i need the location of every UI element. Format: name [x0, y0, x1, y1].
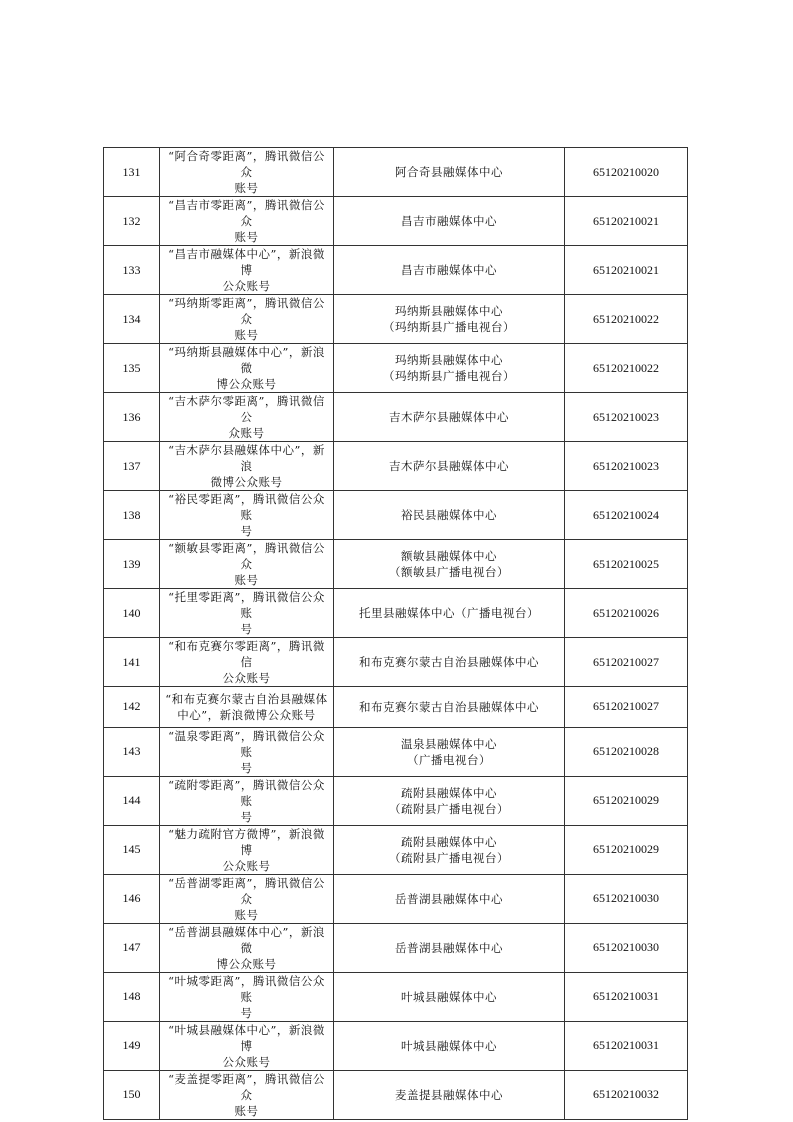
row-number: 140	[122, 605, 141, 620]
table-row	[104, 638, 688, 687]
organization-name: 昌吉市融媒体中心	[401, 263, 497, 277]
registration-code: 65120210025	[593, 556, 659, 571]
organization-cell	[334, 540, 565, 589]
registration-code: 65120210032	[593, 1087, 659, 1101]
account-name: “岳普湖县融媒体中心”，新浪微 博公众账号	[168, 924, 325, 971]
account-name: “吉木萨尔县融媒体中心”，新浪 微博公众账号	[168, 443, 325, 489]
organization-cell	[334, 246, 565, 295]
table-row	[104, 246, 688, 295]
registration-code: 65120210022	[593, 311, 659, 326]
row-number: 144	[122, 793, 141, 807]
organization-name: 昌吉市融媒体中心	[401, 214, 497, 228]
table-row	[104, 874, 688, 923]
registry-table	[103, 147, 688, 1120]
account-cell	[160, 1070, 334, 1119]
registration-code: 65120210027	[593, 699, 659, 714]
account-name: “昌吉市零距离”，腾讯微信公众 账号	[168, 198, 325, 244]
organization-cell	[334, 638, 565, 687]
row-number-cell	[104, 1021, 160, 1070]
registration-code: 65120210030	[593, 891, 659, 905]
organization-name: 叶城县融媒体中心	[401, 989, 497, 1004]
account-cell	[160, 148, 334, 197]
row-number: 132	[122, 213, 141, 228]
organization-name: 托里县融媒体中心（广播电视台）	[359, 606, 539, 620]
code-cell	[565, 540, 688, 589]
organization-cell	[334, 727, 565, 776]
account-cell	[160, 687, 334, 728]
organization-name: 和布克赛尔蒙古自治县融媒体中心	[359, 699, 539, 714]
account-cell	[160, 972, 334, 1021]
registration-code: 65120210028	[593, 744, 659, 758]
table-row	[104, 540, 688, 589]
table-row	[104, 687, 688, 728]
registry-table-body	[104, 148, 688, 1120]
code-cell	[565, 1070, 688, 1119]
code-cell	[565, 923, 688, 972]
organization-cell	[334, 825, 565, 874]
row-number: 133	[122, 262, 141, 277]
organization-cell	[334, 589, 565, 638]
row-number: 147	[122, 940, 141, 954]
organization-cell	[334, 148, 565, 197]
code-cell	[565, 638, 688, 687]
account-name: “玛纳斯县融媒体中心”，新浪微 博公众账号	[168, 345, 325, 391]
code-cell	[565, 442, 688, 491]
row-number: 145	[122, 842, 141, 856]
registration-code: 65120210027	[593, 654, 659, 669]
row-number-cell	[104, 393, 160, 442]
row-number-cell	[104, 972, 160, 1021]
organization-name: 玛纳斯县融媒体中心 （玛纳斯县广播电视台）	[383, 304, 515, 334]
organization-cell	[334, 1070, 565, 1119]
row-number-cell	[104, 148, 160, 197]
organization-cell	[334, 344, 565, 393]
account-cell	[160, 874, 334, 923]
account-name: “叶城县融媒体中心”，新浪微博 公众账号	[168, 1022, 325, 1069]
code-cell	[565, 246, 688, 295]
organization-cell	[334, 923, 565, 972]
row-number: 146	[122, 891, 141, 905]
row-number-cell	[104, 874, 160, 923]
account-name: “吉木萨尔零距离”，腾讯微信公 众账号	[168, 394, 325, 440]
row-number-cell	[104, 923, 160, 972]
organization-cell	[334, 442, 565, 491]
row-number-cell	[104, 540, 160, 589]
account-name: “和布克赛尔蒙古自治县融媒体 中心”，新浪微博公众账号	[165, 691, 328, 722]
row-number-cell	[104, 1070, 160, 1119]
account-name: “叶城零距离”，腾讯微信公众账 号	[168, 973, 325, 1020]
account-cell	[160, 197, 334, 246]
registration-code: 65120210021	[593, 213, 659, 228]
code-cell	[565, 874, 688, 923]
code-cell	[565, 589, 688, 638]
row-number: 142	[122, 699, 141, 714]
row-number-cell	[104, 344, 160, 393]
account-cell	[160, 393, 334, 442]
registration-code: 65120210024	[593, 507, 659, 522]
table-row	[104, 825, 688, 874]
code-cell	[565, 727, 688, 776]
account-cell	[160, 727, 334, 776]
organization-name: 温泉县融媒体中心 （广播电视台）	[401, 736, 497, 767]
registration-code: 65120210023	[593, 409, 659, 424]
code-cell	[565, 295, 688, 344]
registration-code: 65120210022	[593, 360, 659, 375]
account-cell	[160, 638, 334, 687]
organization-cell	[334, 776, 565, 825]
registration-code: 65120210030	[593, 940, 659, 954]
account-cell	[160, 776, 334, 825]
registration-code: 65120210020	[593, 164, 659, 179]
account-cell	[160, 589, 334, 638]
row-number: 138	[122, 507, 141, 522]
row-number: 149	[122, 1038, 141, 1052]
table-row	[104, 1070, 688, 1119]
table-row	[104, 197, 688, 246]
account-cell	[160, 344, 334, 393]
registration-code: 65120210023	[593, 458, 659, 473]
account-name: “裕民零距离”，腾讯微信公众账 号	[168, 492, 325, 538]
organization-name: 和布克赛尔蒙古自治县融媒体中心	[359, 655, 539, 669]
table-row	[104, 393, 688, 442]
organization-name: 叶城县融媒体中心	[401, 1038, 497, 1053]
table-row	[104, 148, 688, 197]
registration-code: 65120210021	[593, 262, 659, 277]
account-cell	[160, 295, 334, 344]
organization-name: 岳普湖县融媒体中心	[395, 891, 503, 906]
code-cell	[565, 825, 688, 874]
registration-code: 65120210026	[593, 605, 659, 620]
row-number: 131	[122, 164, 141, 179]
account-cell	[160, 825, 334, 874]
code-cell	[565, 197, 688, 246]
row-number: 139	[122, 556, 141, 571]
organization-name: 吉木萨尔县融媒体中心	[389, 410, 509, 424]
registration-code: 65120210031	[593, 1038, 659, 1052]
row-number-cell	[104, 727, 160, 776]
organization-name: 吉木萨尔县融媒体中心	[389, 459, 509, 473]
row-number: 141	[122, 654, 141, 669]
account-name: “阿合奇零距离”，腾讯微信公众 账号	[168, 149, 325, 195]
table-row	[104, 491, 688, 540]
account-name: “疏附零距离”，腾讯微信公众账 号	[168, 777, 325, 824]
code-cell	[565, 344, 688, 393]
registration-code: 65120210029	[593, 793, 659, 807]
account-name: “玛纳斯零距离”，腾讯微信公众 账号	[168, 296, 325, 342]
account-name: “麦盖提零距离”，腾讯微信公众 账号	[168, 1071, 325, 1118]
table-row	[104, 1021, 688, 1070]
organization-cell	[334, 295, 565, 344]
row-number-cell	[104, 687, 160, 728]
code-cell	[565, 776, 688, 825]
account-cell	[160, 246, 334, 295]
account-cell	[160, 923, 334, 972]
account-name: “温泉零距离”，腾讯微信公众账 号	[168, 728, 325, 775]
code-cell	[565, 1021, 688, 1070]
table-row	[104, 295, 688, 344]
row-number-cell	[104, 442, 160, 491]
table-row	[104, 442, 688, 491]
account-name: “托里零距离”，腾讯微信公众账 号	[168, 590, 325, 636]
registration-code: 65120210029	[593, 842, 659, 856]
table-row	[104, 589, 688, 638]
row-number-cell	[104, 776, 160, 825]
organization-cell	[334, 874, 565, 923]
row-number-cell	[104, 589, 160, 638]
table-row	[104, 776, 688, 825]
row-number-cell	[104, 825, 160, 874]
row-number: 134	[122, 311, 141, 326]
organization-cell	[334, 1021, 565, 1070]
row-number: 143	[122, 744, 141, 758]
account-cell	[160, 1021, 334, 1070]
organization-name: 裕民县融媒体中心	[401, 508, 497, 522]
account-name: “魅力疏附官方微博”，新浪微博 公众账号	[168, 826, 325, 873]
organization-cell	[334, 393, 565, 442]
row-number-cell	[104, 197, 160, 246]
account-cell	[160, 442, 334, 491]
account-name: “岳普湖零距离”，腾讯微信公众 账号	[168, 875, 325, 922]
account-cell	[160, 540, 334, 589]
organization-name: 玛纳斯县融媒体中心 （玛纳斯县广播电视台）	[383, 353, 515, 383]
row-number: 148	[122, 989, 141, 1003]
code-cell	[565, 148, 688, 197]
account-name: “和布克赛尔零距离”，腾讯微信 公众账号	[168, 639, 325, 685]
organization-name: 岳普湖县融媒体中心	[395, 940, 503, 955]
row-number: 136	[122, 409, 141, 424]
organization-name: 疏附县融媒体中心 （疏附县广播电视台）	[389, 785, 509, 816]
code-cell	[565, 972, 688, 1021]
row-number-cell	[104, 491, 160, 540]
organization-name: 阿合奇县融媒体中心	[395, 165, 503, 179]
organization-cell	[334, 491, 565, 540]
account-cell	[160, 491, 334, 540]
row-number: 150	[122, 1087, 141, 1101]
table-row	[104, 727, 688, 776]
table-row	[104, 972, 688, 1021]
row-number: 137	[122, 458, 141, 473]
row-number: 135	[122, 360, 141, 375]
code-cell	[565, 491, 688, 540]
organization-name: 疏附县融媒体中心 （疏附县广播电视台）	[389, 834, 509, 865]
row-number-cell	[104, 638, 160, 687]
organization-name: 额敏县融媒体中心 （额敏县广播电视台）	[389, 549, 509, 579]
code-cell	[565, 687, 688, 728]
organization-cell	[334, 197, 565, 246]
row-number-cell	[104, 246, 160, 295]
organization-name: 麦盖提县融媒体中心	[395, 1087, 503, 1102]
table-row	[104, 344, 688, 393]
code-cell	[565, 393, 688, 442]
registration-code: 65120210031	[593, 989, 659, 1003]
row-number-cell	[104, 295, 160, 344]
table-row	[104, 923, 688, 972]
account-name: “额敏县零距离”，腾讯微信公众 账号	[168, 541, 325, 587]
account-name: “昌吉市融媒体中心”，新浪微博 公众账号	[168, 247, 325, 293]
organization-cell	[334, 972, 565, 1021]
organization-cell	[334, 687, 565, 728]
